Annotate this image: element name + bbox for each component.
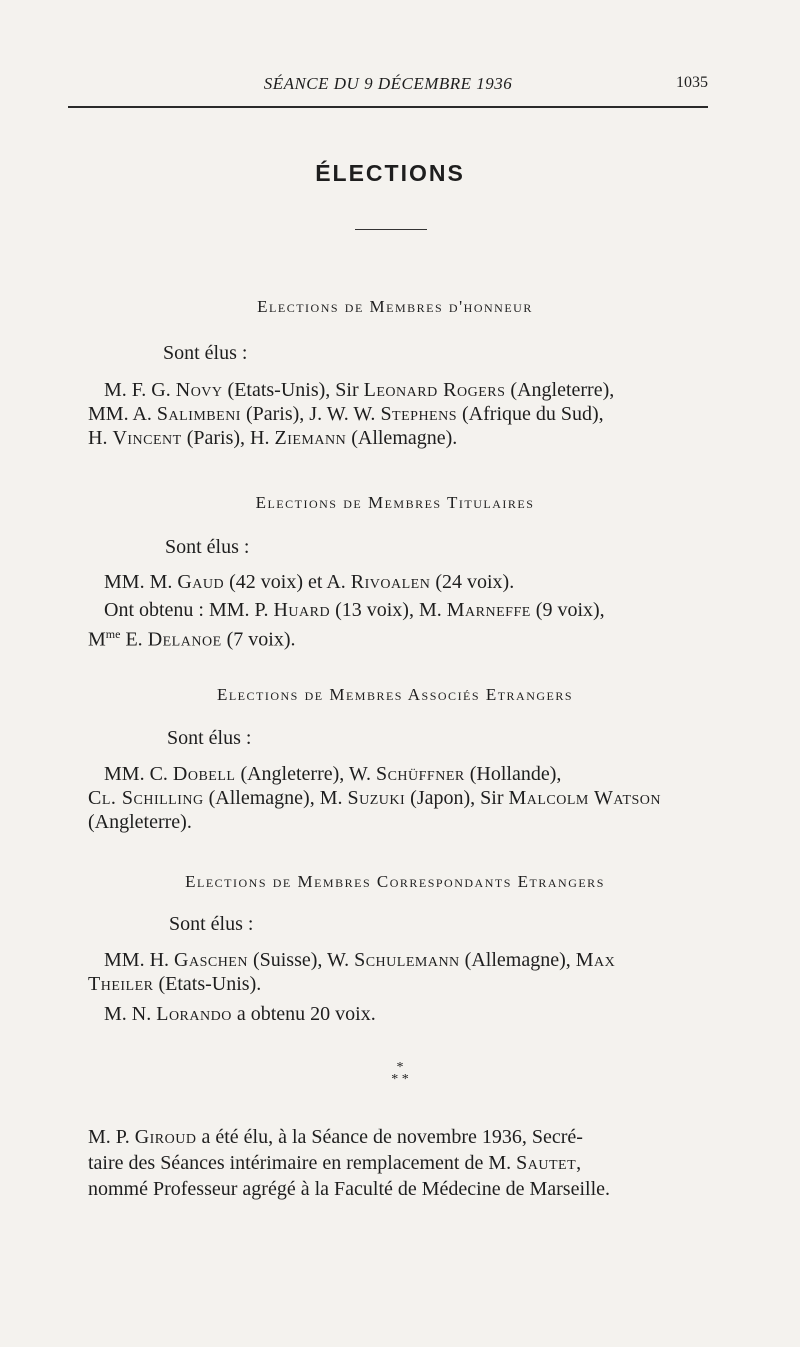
asterism <box>0 1062 800 1086</box>
running-title: SÉANCE DU 9 DÉCEMBRE 1936 <box>263 74 513 93</box>
section-heading-honneur: Elections de Membres d'honneur <box>257 297 533 316</box>
text-line: taire des Séances intérimaire en remplacement de M. Sautet, <box>88 1152 582 1174</box>
text-line: MM. M. Gaud (42 voix) et A. Rivoalen (24 voix). <box>104 571 515 593</box>
text-line: MM. C. Dobell (Angleterre), W. Schüffner (Hollande), <box>104 763 562 785</box>
text-line: MM. A. Salimbeni (Paris), J. W. W. Stephens (Afrique du Sud), <box>88 403 604 425</box>
section-heading-correspondants: Elections de Membres Correspondants Etrangers <box>185 872 605 891</box>
running-head <box>68 74 708 102</box>
paragraph-titulaires <box>88 570 708 652</box>
text-line: $M^{me}$ E. Delanoe (7 voix). <box>88 627 296 651</box>
sont-elus-correspondants: Sont élus : <box>169 913 254 935</box>
paragraph-final <box>88 1124 720 1202</box>
paragraph-associes <box>88 762 708 834</box>
text-line: M. F. G. Novy (Etats-Unis), Sir Leonard Rogers (Angleterre), <box>104 379 615 401</box>
sont-elus-titulaires: Sont élus : <box>165 536 250 558</box>
text-line: Theiler (Etats-Unis). <box>88 973 262 995</box>
text-line: (Angleterre). <box>88 811 192 833</box>
text-line: M. N. Lorando a obtenu 20 voix. <box>104 1003 376 1025</box>
text-line: nommé Professeur agrégé à la Faculté de Médecine de Marseille. <box>88 1178 611 1200</box>
text-line: Ont obtenu : MM. P. Huard (13 voix), M. Marneffe (9 voix), <box>104 599 605 621</box>
paragraph-correspondants <box>88 948 708 1026</box>
text-line: H. Vincent (Paris), H. Ziemann (Allemagne). <box>88 427 458 449</box>
sont-elus-associes: Sont élus : <box>167 727 252 749</box>
text-line: Cl. Schilling (Allemagne), M. Suzuki (Japon), Sir Malcolm Watson <box>88 787 662 809</box>
paragraph-honneur <box>88 378 708 450</box>
text-line: MM. H. Gaschen (Suisse), W. Schulemann (Allemagne), Max <box>104 949 616 971</box>
text-line: M. P. Giroud a été élu, à la Séance de novembre 1936, Secré- <box>88 1126 583 1148</box>
asterism-bottom: * * <box>391 1072 409 1087</box>
asterism-top: * <box>396 1060 404 1075</box>
title-rule <box>355 229 427 230</box>
header-rule <box>68 106 708 108</box>
page-number: 1035 <box>676 74 708 91</box>
section-heading-titulaires: Elections de Membres Titulaires <box>255 493 535 512</box>
page-title: ÉLECTIONS <box>315 160 465 186</box>
section-heading-associes: Elections de Membres Associés Etrangers <box>216 685 574 704</box>
sont-elus-honneur: Sont élus : <box>163 342 248 364</box>
